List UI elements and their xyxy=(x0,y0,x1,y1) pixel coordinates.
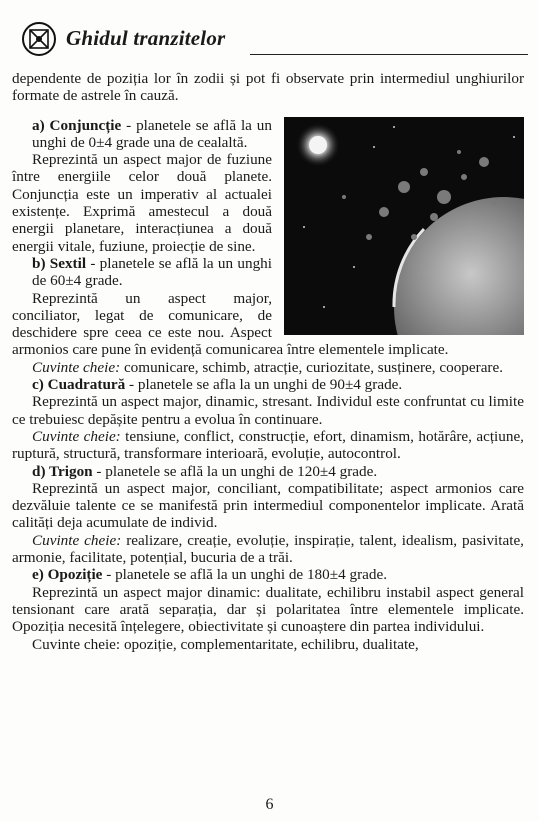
sextil-keywords: Cuvinte cheie: comunicare, schimb, atracție, curiozitate, susținere, cooperare. xyxy=(32,358,504,376)
sextil-body: Reprezintă un aspect major, conciliator, legat de comunicare, de deschidere spre ceea ce este nou. Aspect armonios care pune în evidență comunicarea între elementele implicate. xyxy=(12,289,449,359)
compass-star-icon xyxy=(22,22,56,56)
running-title: Ghidul tranzitelor xyxy=(66,26,226,50)
cuadratura-body: Reprezintă un aspect major, dinamic, stresant. Individul este confruntat cu limite ce trebuiesc depășite pentru a evolua în continuare. xyxy=(12,393,524,428)
conjunctie-body: Reprezintă un aspect major de fuziune între energiile celor două planete. Conjuncția este un imperativ al actualei existențe. Exprimă amestecul a două energii planetare, interacțiunea a două energii vitale, fuziune, proiecție de sine. xyxy=(12,151,272,255)
trigon-body: Reprezintă un aspect major, conciliant, compatibilitate; aspect armonios care dezvăluie talente ce se manifestă prin intermediul componentelor implicate. Arată calități deja acumulate de individ. xyxy=(12,479,524,532)
section-cuadratura: c) Cuadratură - planetele se afla la un unghi de 90±4 grade. xyxy=(32,376,403,394)
intro-paragraph: dependente de poziția lor în zodii și pot fi observate prin intermediul unghiurilor formate de astrele în cauză. xyxy=(12,70,524,105)
space-planets-image xyxy=(284,117,524,335)
page-number: 6 xyxy=(265,796,274,813)
section-opozitie: e) Opoziție - planetele se află la un unghi de 180±4 grade. xyxy=(32,566,387,584)
page-header xyxy=(18,18,528,62)
opozitie-keywords: Cuvinte cheie: opoziție, complementaritate, echilibru, dualitate, xyxy=(32,635,419,653)
cuadratura-keywords: Cuvinte cheie: tensiune, conflict, construcție, efort, dinamism, hotărâre, acțiune, ruptură, structură, transformare interioară, evoluție, autocontrol. xyxy=(12,427,524,463)
section-conjunctie: a) Conjuncție - planetele se află la un unghi de 0±4 grade una de cealaltă. xyxy=(32,116,272,151)
section-trigon: d) Trigon - planetele se află la un unghi de 120±4 grade. xyxy=(32,462,378,480)
trigon-keywords: Cuvinte cheie: realizare, creație, evoluție, inspirație, talent, idealism, pasivitate, armonie, facilitate, potențial, bucuria de a trăi. xyxy=(12,531,524,567)
opozitie-body: Reprezintă un aspect major dinamic: dualitate, echilibru instabil aspect general tensionant care arată separația, dar și polaritatea între elementele implicate. Opoziția necesită înțelegere, obiectivitate și cunoaștere din partea individului. xyxy=(12,583,524,636)
section-sextil: b) Sextil - planetele se află la un unghi de 60±4 grade. xyxy=(32,254,272,290)
page-body xyxy=(12,70,524,653)
header-rule xyxy=(250,54,528,55)
